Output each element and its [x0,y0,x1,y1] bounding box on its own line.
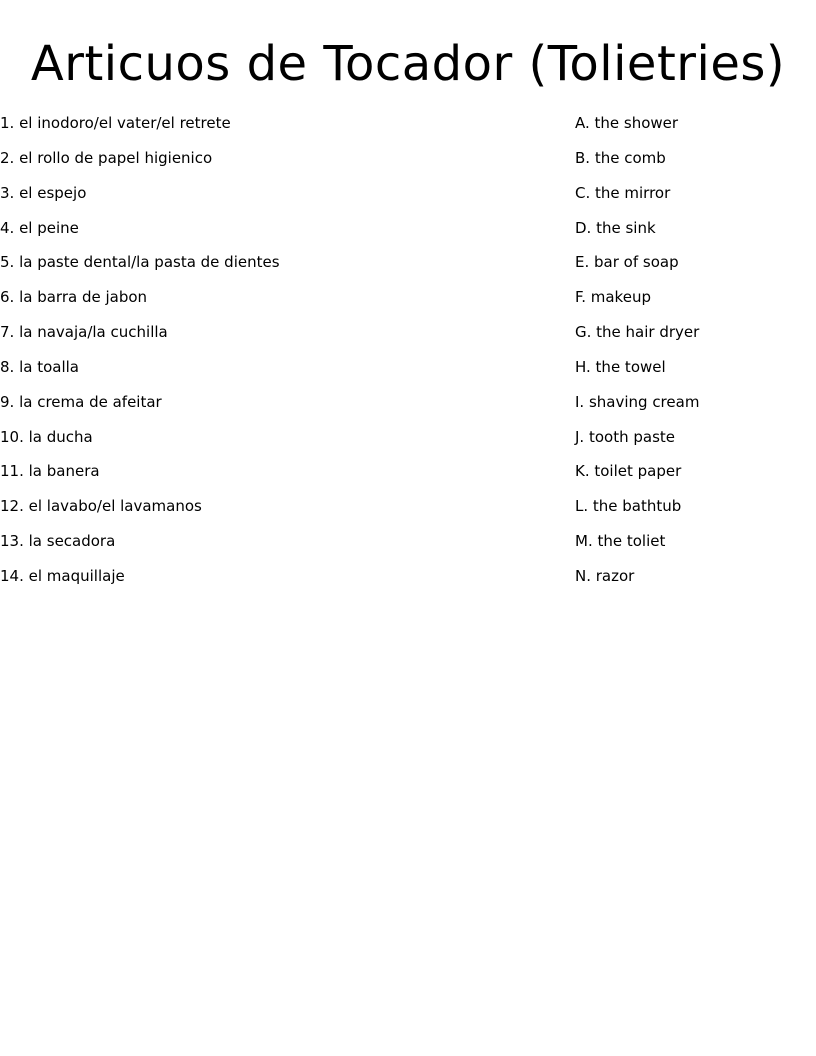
english-term: H. the towel [575,357,666,376]
spanish-term: 4. el peine [0,218,79,237]
english-term: L. the bathtub [575,497,682,516]
english-term: N. razor [575,566,635,585]
spanish-term: 11. la banera [0,462,100,481]
english-term: J. tooth paste [575,427,675,446]
spanish-term: 3. el espejo [0,183,87,202]
spanish-term: 9. la crema de afeitar [0,392,162,411]
page-title: Articuos de Tocador (Tolietries) [30,36,786,92]
spanish-term: 13. la secadora [0,532,116,551]
english-term: M. the toliet [575,532,666,551]
english-term: A. the shower [575,114,679,132]
english-term: K. toilet paper [575,462,682,481]
english-term: E. bar of soap [575,253,679,272]
spanish-term: 6. la barra de jabon [0,288,148,307]
english-terms-list [575,113,815,601]
spanish-term: 14. el maquillaje [0,566,125,585]
english-term: I. shaving cream [575,392,700,411]
spanish-term: 2. el rollo de papel higienico [0,148,213,167]
spanish-term: 7. la navaja/la cuchilla [0,323,168,342]
english-term: C. the mirror [575,183,671,202]
spanish-term: 8. la toalla [0,357,79,376]
spanish-term: 12. el lavabo/el lavamanos [0,497,202,516]
english-term: G. the hair dryer [575,323,700,342]
english-term: B. the comb [575,148,666,167]
spanish-term: 10. la ducha [0,427,93,446]
spanish-term: 5. la paste dental/la pasta de dientes [0,253,280,272]
spanish-terms-list [0,113,520,601]
english-term: D. the sink [575,218,656,237]
spanish-term: 1. el inodoro/el vater/el retrete [0,114,231,132]
english-term: F. makeup [575,288,651,307]
